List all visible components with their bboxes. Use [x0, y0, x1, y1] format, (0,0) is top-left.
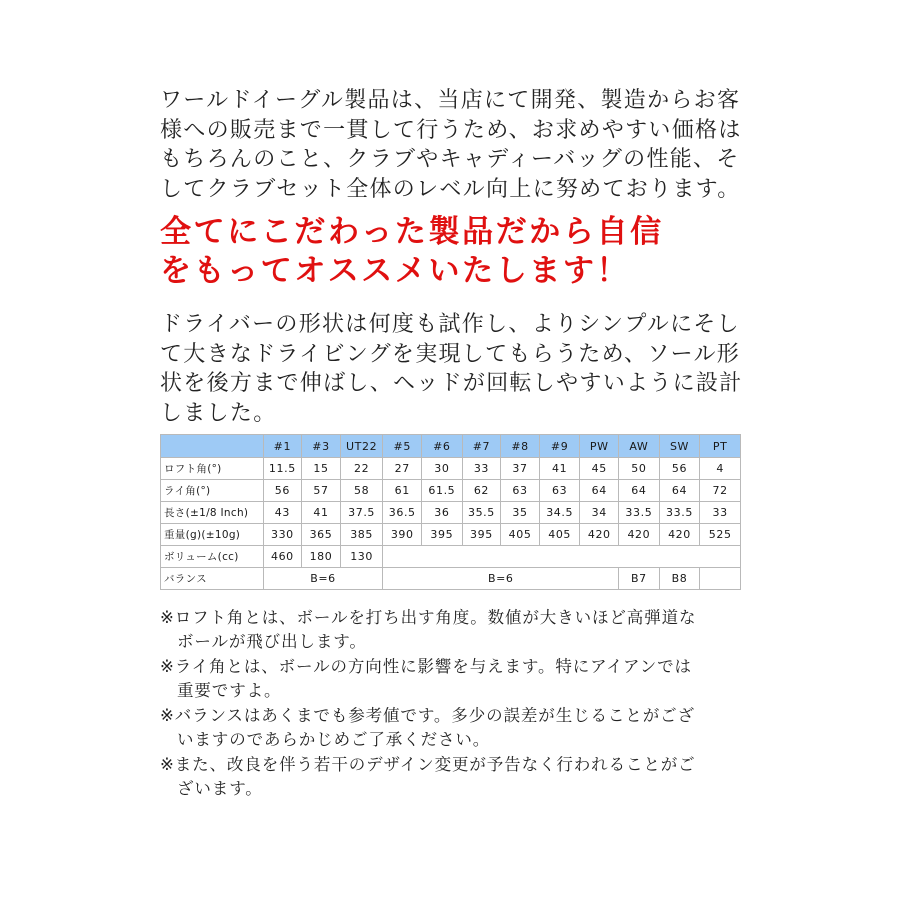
table-cell: 56 [659, 458, 700, 480]
note-line: いますのであらかじめご了承ください。 [177, 729, 491, 749]
row-label: ロフト角(°) [161, 458, 264, 480]
note-line: ざいます。 [177, 778, 263, 798]
description-line: しました。 [160, 400, 277, 426]
table-cell: 61.5 [422, 480, 463, 502]
table-cell: 56 [263, 480, 302, 502]
table-cell: B=6 [383, 568, 619, 590]
table-cell: 41 [539, 458, 580, 480]
row-label: バランス [161, 568, 264, 590]
table-cell: 385 [340, 524, 383, 546]
table-cell: 460 [263, 546, 302, 568]
header-cell: #7 [462, 435, 501, 458]
row-label: 重量(g)(±10g) [161, 524, 264, 546]
note-line: ※バランスはあくまでも参考値です。多少の誤差が生じることがござ [160, 706, 695, 725]
row-label: ライ角(°) [161, 480, 264, 502]
headline-line: をもってオススメいたします！ [160, 253, 631, 289]
note-line: ※ロフト角とは、ボールを打ち出す角度。数値が大きいほど高弾道な [160, 608, 697, 627]
table-cell: 41 [302, 502, 341, 524]
note-line: 重要ですよ。 [177, 680, 282, 700]
note-line: ※また、改良を伴う若干のデザイン変更が予告なく行われることがご [160, 755, 696, 774]
description-line: ドライバーの形状は何度も試作し、よりシンプルにそし [160, 312, 740, 337]
header-cell: SW [659, 435, 700, 458]
table-cell-empty [383, 546, 741, 568]
table-cell: 64 [659, 480, 700, 502]
table-cell: 63 [501, 480, 540, 502]
table-cell: 36.5 [383, 502, 422, 524]
table-cell: 405 [539, 524, 580, 546]
headline-line: 全てにこだわった製品だから自信 [160, 214, 664, 250]
table-cell: 37 [501, 458, 540, 480]
table-cell: 61 [383, 480, 422, 502]
table-cell: 395 [462, 524, 501, 546]
table-cell: 45 [580, 458, 619, 480]
notes [160, 606, 760, 802]
table-cell: 15 [302, 458, 341, 480]
table-cell: 63 [539, 480, 580, 502]
table-cell: B7 [619, 568, 660, 590]
table-cell: 33 [700, 502, 741, 524]
header-cell: PT [700, 435, 741, 458]
table-cell: 130 [340, 546, 383, 568]
table-cell: 365 [302, 524, 341, 546]
table-cell: 4 [700, 458, 741, 480]
header-cell: #8 [501, 435, 540, 458]
table-cell: 72 [700, 480, 741, 502]
table-row [161, 458, 741, 480]
note-item [160, 704, 760, 751]
header-cell: #9 [539, 435, 580, 458]
table-cell: 420 [659, 524, 700, 546]
table-cell: 57 [302, 480, 341, 502]
table-cell: 37.5 [340, 502, 383, 524]
table-cell: 64 [580, 480, 619, 502]
table-cell: 27 [383, 458, 422, 480]
table-cell: 390 [383, 524, 422, 546]
table-row [161, 502, 741, 524]
table-cell: 43 [263, 502, 302, 524]
table-cell: 420 [619, 524, 660, 546]
intro-paragraph [160, 86, 760, 204]
row-label: ボリューム(cc) [161, 546, 264, 568]
table-cell: 34.5 [539, 502, 580, 524]
table-cell: 58 [340, 480, 383, 502]
description-line: 状を後方まで伸ばし、ヘッドが回転しやすいように設計 [160, 371, 743, 396]
table-cell: 64 [619, 480, 660, 502]
spec-table [160, 434, 741, 590]
table-cell: 33.5 [659, 502, 700, 524]
table-row [161, 524, 741, 546]
table-cell: 395 [422, 524, 463, 546]
table-cell: 420 [580, 524, 619, 546]
note-line: ※ライ角とは、ボールの方向性に影響を与えます。特にアイアンでは [160, 657, 692, 676]
table-cell: 33 [462, 458, 501, 480]
headline [160, 213, 760, 291]
table-row [161, 480, 741, 502]
table-cell [700, 568, 741, 590]
intro-line: もちろんのこと、クラブやキャディーバッグの性能、そ [160, 147, 740, 172]
table-row [161, 546, 741, 568]
intro-line: してクラブセット全体のレベル向上に努めております。 [160, 176, 741, 202]
table-cell: 330 [263, 524, 302, 546]
table-cell: 35.5 [462, 502, 501, 524]
table-cell: 405 [501, 524, 540, 546]
note-item [160, 606, 760, 653]
table-cell: 62 [462, 480, 501, 502]
table-cell: 33.5 [619, 502, 660, 524]
table-cell: 525 [700, 524, 741, 546]
table-cell: 22 [340, 458, 383, 480]
row-label: 長さ(±1/8 Inch) [161, 502, 264, 524]
header-cell: UT22 [340, 435, 383, 458]
header-cell: #3 [302, 435, 341, 458]
table-cell: 30 [422, 458, 463, 480]
table-cell: 11.5 [263, 458, 302, 480]
description-paragraph [160, 310, 760, 428]
header-cell [161, 435, 264, 458]
header-cell: PW [580, 435, 619, 458]
table-row [161, 568, 741, 590]
header-cell: #1 [263, 435, 302, 458]
note-item [160, 753, 760, 800]
table-cell: 50 [619, 458, 660, 480]
table-cell: 36 [422, 502, 463, 524]
table-cell: 180 [302, 546, 341, 568]
intro-line: 様への販売まで一貫して行うため、お求めやすい価格は [160, 117, 742, 143]
header-cell: AW [619, 435, 660, 458]
table-cell: 34 [580, 502, 619, 524]
spec-header-row [161, 435, 741, 458]
header-cell: #6 [422, 435, 463, 458]
intro-line: ワールドイーグル製品は、当店にて開発、製造からお客 [160, 88, 741, 113]
content-column [160, 86, 760, 428]
header-cell: #5 [383, 435, 422, 458]
note-line: ボールが飛び出します。 [177, 631, 367, 651]
table-cell: 35 [501, 502, 540, 524]
table-cell: B8 [659, 568, 700, 590]
note-item [160, 655, 760, 702]
description-line: て大きなドライビングを実現してもらうため、ソール形 [160, 341, 741, 367]
table-cell: B=6 [263, 568, 383, 590]
